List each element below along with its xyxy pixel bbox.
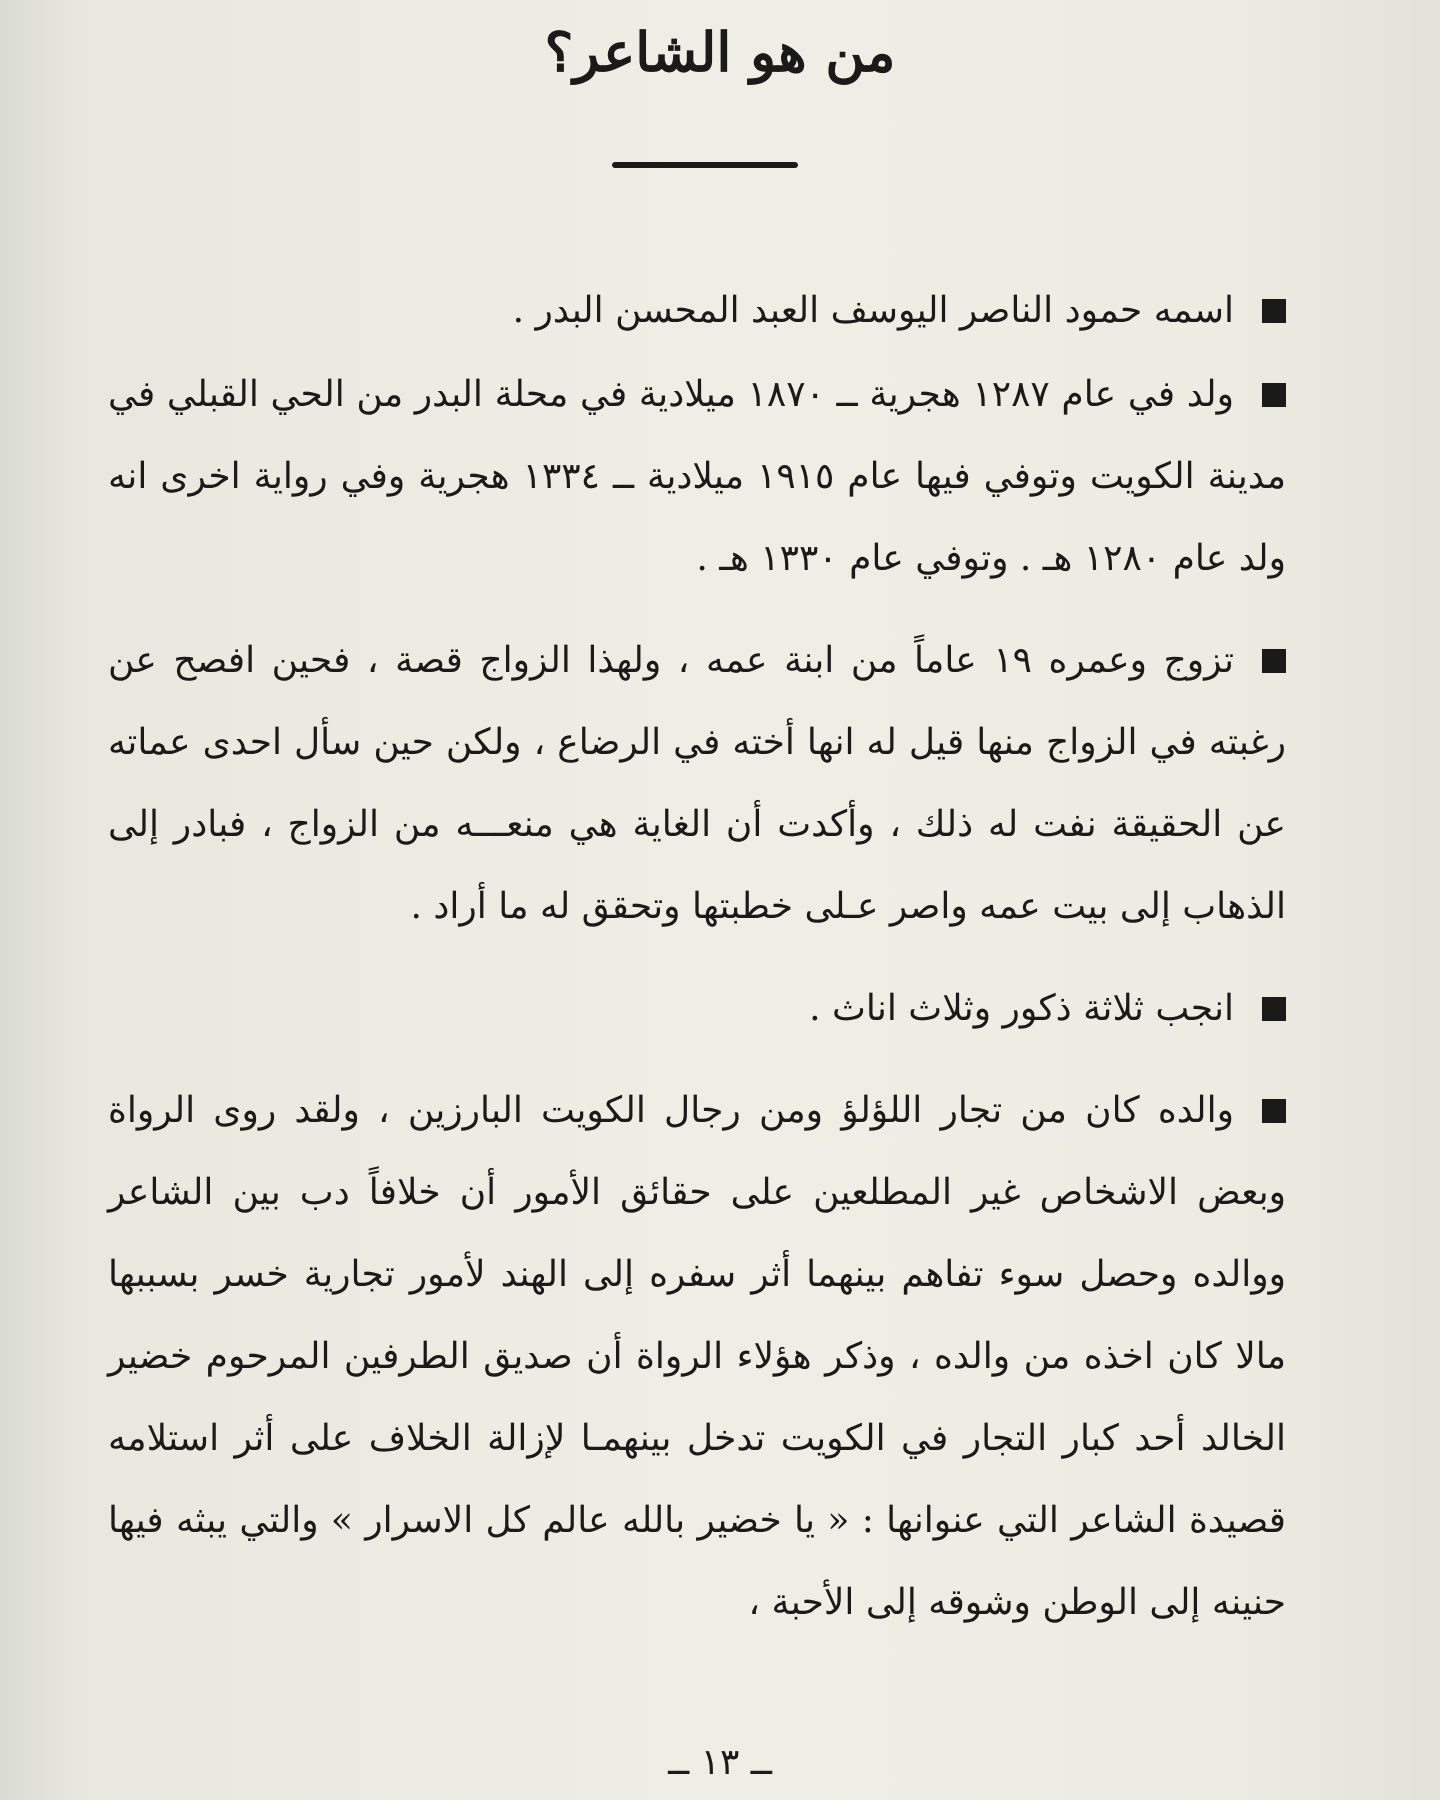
paragraph-text: والده كان من تجار اللؤلؤ ومن رجال الكويت البارزين ، ولقد روى الرواة وبعض الاشخاص غير المطلعين على حقائق الأمور أن خلافاً دب بين الشاعر ووالده وحصل سوء تفاهم بينهما أثر سفره إلى الهند لأمور تجارية خسر بسببها مالا كان اخذه من والده ، وذكر هؤلاء الرواة أن صديق الطرفين المرحوم خضير الخالد أحد كبار التجار في الكويت تدخل بينهمـا لإزالة الخلاف على أثر استلامه قصيدة الشاعر التي عنوانها : « يا خضير بالله عالم كل الاسرار » والتي يبثه فيها حنينه إلى الوطن وشوقه إلى الأحبة ، [108, 1090, 1286, 1623]
page-number: ــ ١٣ ــ [668, 1742, 772, 1783]
title-divider [612, 162, 798, 168]
square-bullet-icon [1262, 299, 1286, 323]
square-bullet-icon [1262, 1099, 1286, 1123]
square-bullet-icon [1262, 649, 1286, 673]
body-text [108, 270, 1286, 1664]
page-title: من هو الشاعر؟ [544, 20, 896, 84]
paragraph-text: تزوج وعمره ١٩ عاماً من ابنة عمه ، ولهذا الزواج قصة ، فحين افصح عن رغبته في الزواج منها قيل له انها أخته في الرضاع ، ولكن حين سأل احدى عماته عن الحقيقة نفت له ذلك ، وأكدت أن الغاية هي منعـــه من الزواج ، فبادر إلى الذهاب إلى بيت عمه واصر عـلى خطبتها وتحقق له ما أراد . [108, 640, 1286, 927]
paragraph-name [108, 270, 1286, 352]
square-bullet-icon [1262, 383, 1286, 407]
paragraph-birth [108, 354, 1286, 600]
paragraph-children [108, 968, 1286, 1050]
paragraph-text: انجب ثلاثة ذكور وثلاث اناث . [809, 988, 1234, 1029]
paragraph-father [108, 1070, 1286, 1644]
paragraph-text: اسمه حمود الناصر اليوسف العبد المحسن البدر . [512, 290, 1234, 331]
paragraph-marriage [108, 620, 1286, 948]
paragraph-text: ولد في عام ١٢٨٧ هجرية ــ ١٨٧٠ ميلادية في محلة البدر من الحي القبلي في مدينة الكويت وتوفي فيها عام ١٩١٥ ميلادية ــ ١٣٣٤ هجرية وفي رواية اخرى انه ولد عام ١٢٨٠ هـ . وتوفي عام ١٣٣٠ هـ . [108, 374, 1286, 579]
square-bullet-icon [1262, 997, 1286, 1021]
